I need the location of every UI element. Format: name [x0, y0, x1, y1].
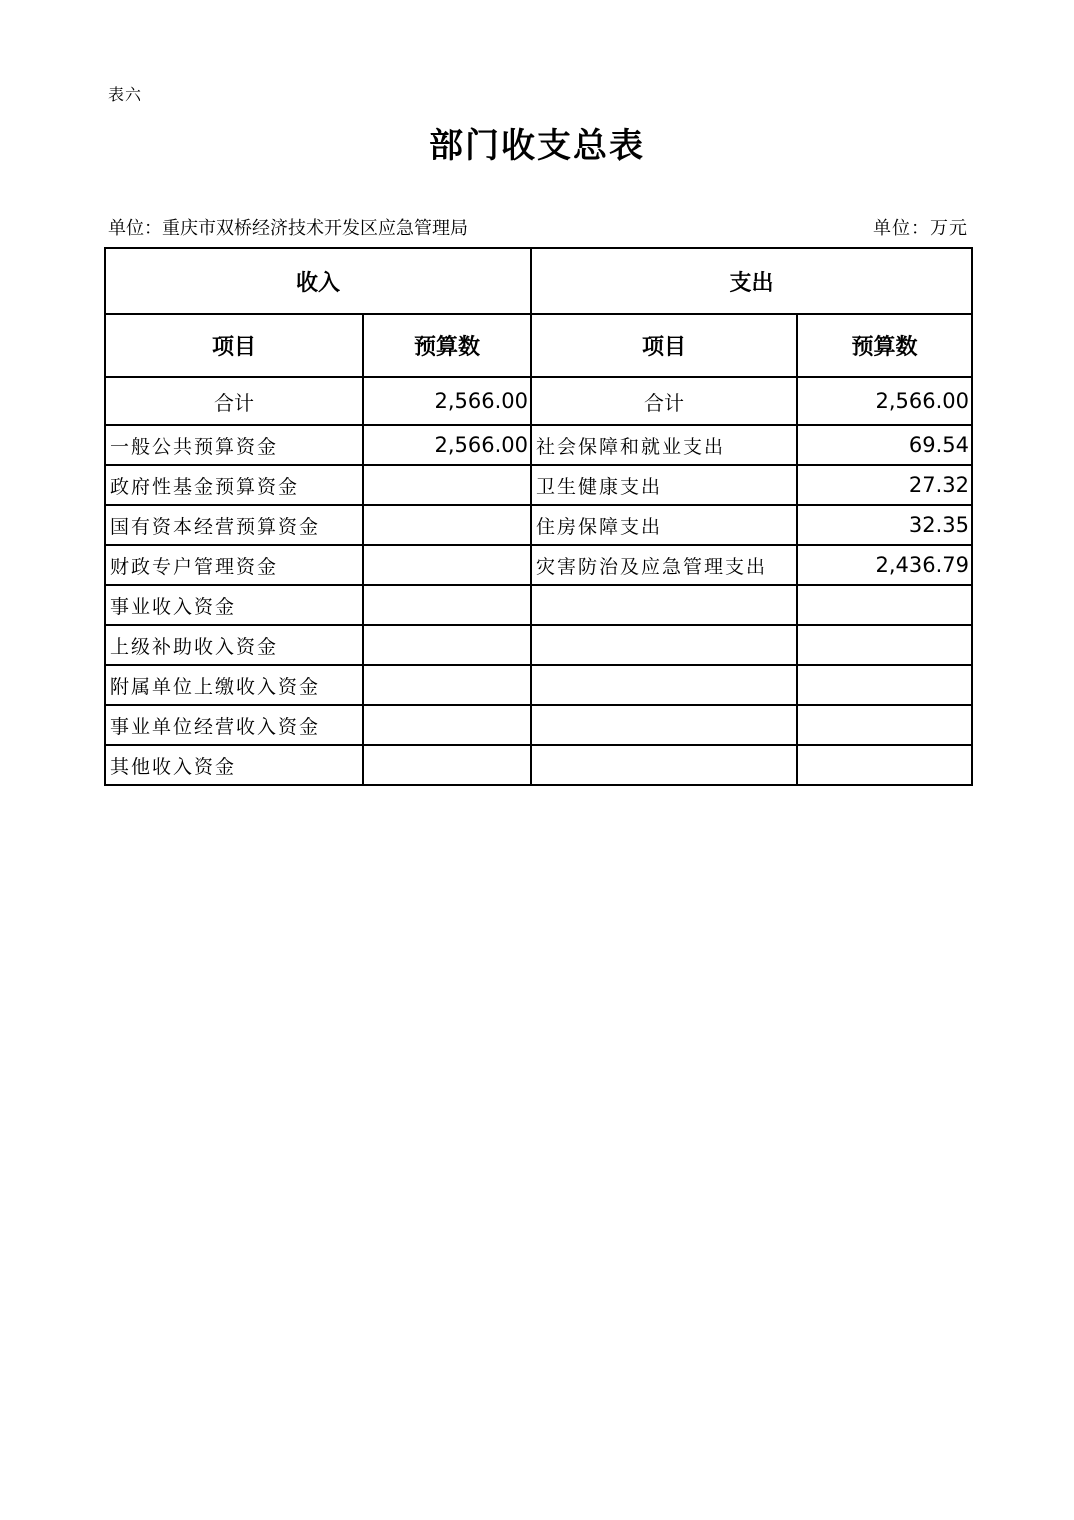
income-amount — [363, 465, 531, 505]
income-amount-column-header: 预算数 — [363, 314, 531, 377]
unit-organization: 单位：重庆市双桥经济技术开发区应急管理局 — [108, 218, 468, 239]
table-row — [105, 465, 972, 505]
income-item: 上级补助收入资金 — [105, 625, 363, 665]
income-item: 一般公共预算资金 — [105, 425, 363, 465]
income-amount — [363, 545, 531, 585]
income-header: 收入 — [105, 248, 531, 314]
income-item: 财政专户管理资金 — [105, 545, 363, 585]
expense-amount — [797, 665, 972, 705]
expense-item — [531, 585, 797, 625]
expense-item — [531, 745, 797, 785]
table-row — [105, 745, 972, 785]
expense-item — [531, 625, 797, 665]
income-total-label: 合计 — [105, 377, 363, 425]
expense-amount: 27.32 — [797, 465, 972, 505]
income-item: 国有资本经营预算资金 — [105, 505, 363, 545]
expense-amount: 32.35 — [797, 505, 972, 545]
income-amount — [363, 745, 531, 785]
table-row — [105, 705, 972, 745]
table-row — [105, 665, 972, 705]
income-item: 政府性基金预算资金 — [105, 465, 363, 505]
table-row — [105, 625, 972, 665]
expense-amount — [797, 745, 972, 785]
expense-amount — [797, 705, 972, 745]
expense-item — [531, 665, 797, 705]
expense-total-label: 合计 — [531, 377, 797, 425]
expense-amount — [797, 625, 972, 665]
income-total-amount: 2,566.00 — [363, 377, 531, 425]
expense-amount: 2,436.79 — [797, 545, 972, 585]
income-item: 其他收入资金 — [105, 745, 363, 785]
expense-amount: 69.54 — [797, 425, 972, 465]
unit-currency: 单位：万元 — [873, 218, 968, 239]
income-amount — [363, 585, 531, 625]
budget-summary-table — [104, 247, 973, 786]
expense-item: 住房保障支出 — [531, 505, 797, 545]
expense-item: 灾害防治及应急管理支出 — [531, 545, 797, 585]
page-title: 部门收支总表 — [429, 126, 645, 166]
table-row — [105, 545, 972, 585]
group-header-row — [105, 248, 972, 314]
table-row — [105, 425, 972, 465]
expense-item — [531, 705, 797, 745]
income-amount — [363, 505, 531, 545]
income-item: 事业收入资金 — [105, 585, 363, 625]
expense-header: 支出 — [531, 248, 972, 314]
income-amount — [363, 625, 531, 665]
income-item: 事业单位经营收入资金 — [105, 705, 363, 745]
table-row — [105, 585, 972, 625]
income-item-column-header: 项目 — [105, 314, 363, 377]
expense-amount-column-header: 预算数 — [797, 314, 972, 377]
expense-item: 卫生健康支出 — [531, 465, 797, 505]
table-number-label: 表六 — [108, 85, 143, 104]
income-amount: 2,566.00 — [363, 425, 531, 465]
income-amount — [363, 665, 531, 705]
expense-item: 社会保障和就业支出 — [531, 425, 797, 465]
income-amount — [363, 705, 531, 745]
expense-amount — [797, 585, 972, 625]
expense-item-column-header: 项目 — [531, 314, 797, 377]
expense-total-amount: 2,566.00 — [797, 377, 972, 425]
income-item: 附属单位上缴收入资金 — [105, 665, 363, 705]
table-row — [105, 505, 972, 545]
column-header-row — [105, 314, 972, 377]
total-row — [105, 377, 972, 425]
